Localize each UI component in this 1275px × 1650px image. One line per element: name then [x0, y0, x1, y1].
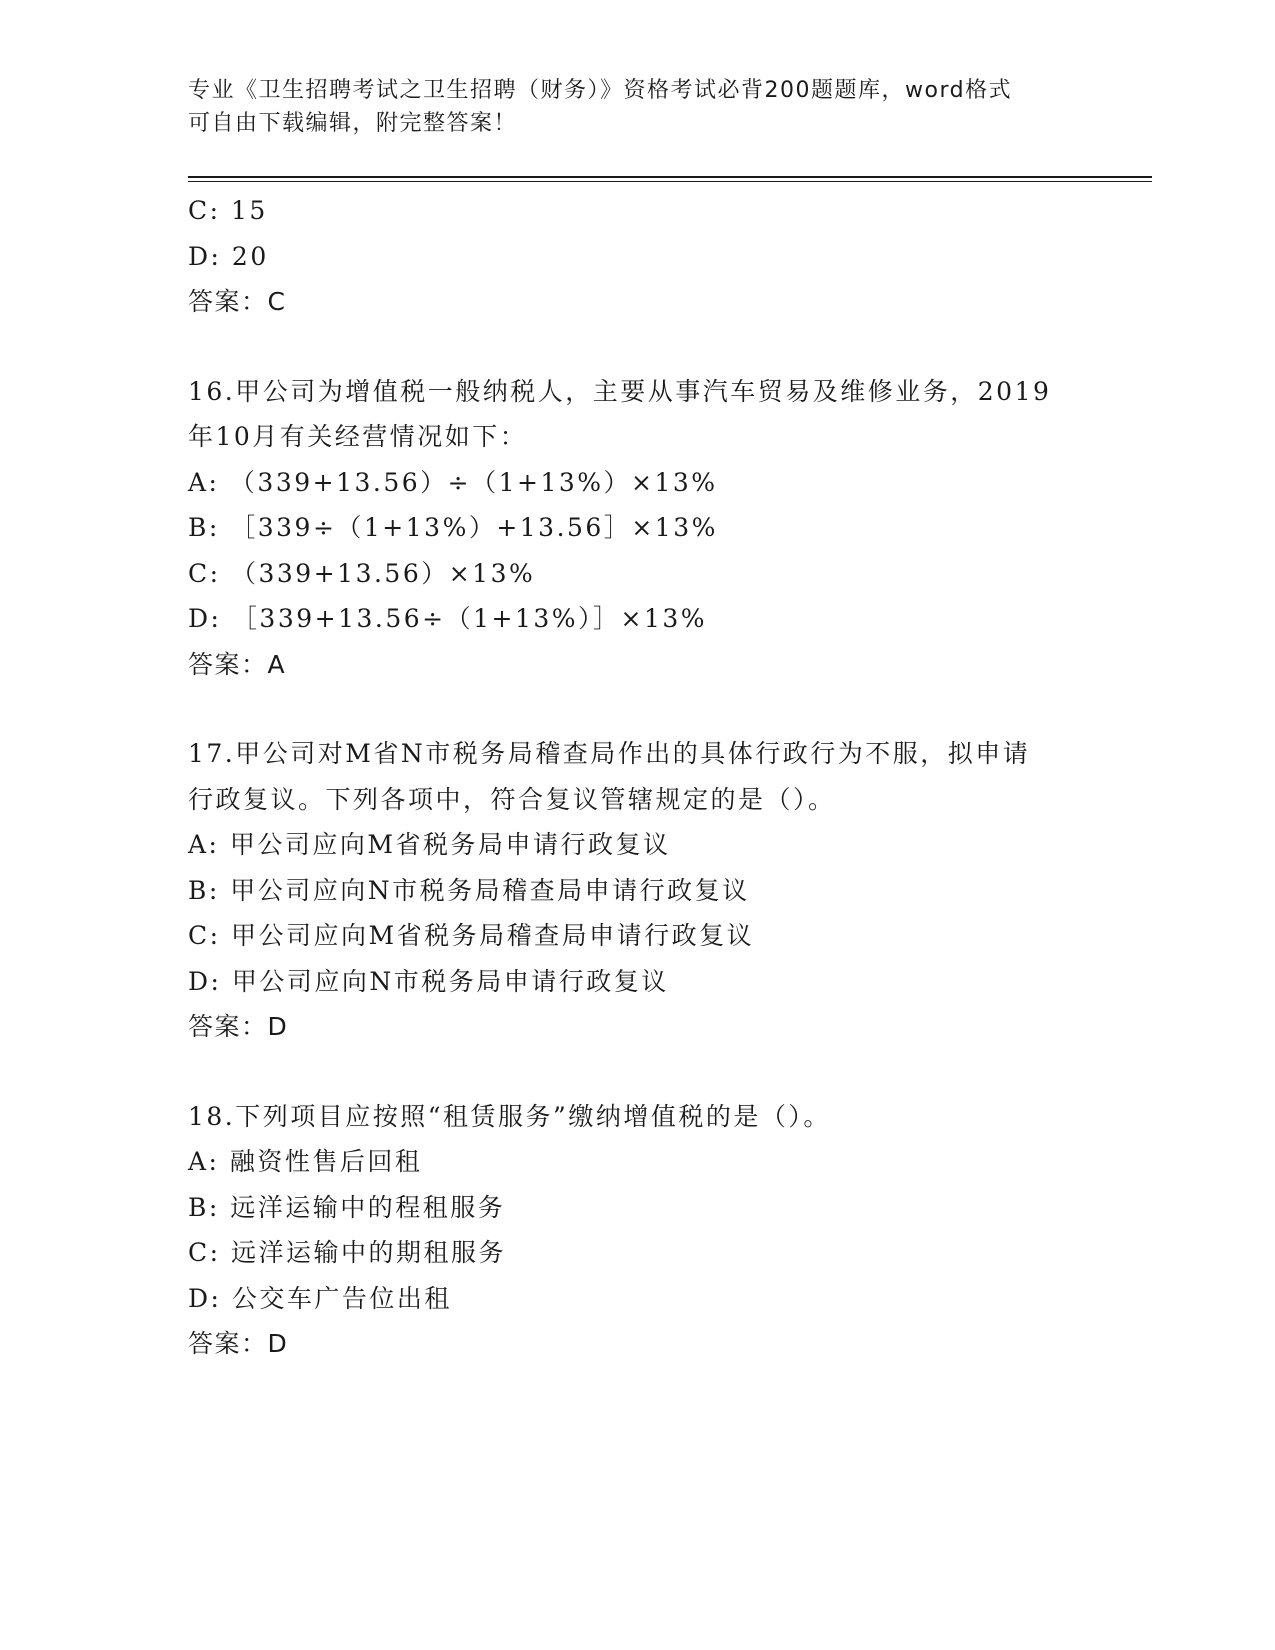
- option-c: C: 远洋运输中的期租服务: [188, 1238, 506, 1267]
- option-c: C: 甲公司应向M省税务局稽查局申请行政复议: [188, 921, 755, 950]
- option-a: A: 融资性售后回租: [188, 1147, 423, 1176]
- option-d: D: 甲公司应向N市税务局申请行政复议: [188, 966, 669, 996]
- question-stem-line: 17.甲公司对M省N市税务局稽查局作出的具体行政行为不服，拟申请: [188, 739, 1031, 768]
- spacer: [188, 687, 1088, 731]
- question-stem-line: 16.甲公司为增值税一般纳税人，主要从事汽车贸易及维修业务，2019: [188, 376, 1052, 406]
- option-d: D: 公交车广告位出租: [188, 1283, 452, 1313]
- option-b: B: 远洋运输中的程租服务: [188, 1192, 506, 1222]
- header-line-2: 可自由下载编辑，附完整答案！: [188, 111, 518, 136]
- option-c: C: （339+13.56）×13%: [188, 558, 536, 588]
- answer-line: 答案：A: [188, 649, 287, 679]
- question-stem-line: 18.下列项目应按照“租赁服务”缴纳增值税的是（）。: [188, 1101, 831, 1131]
- question-content: [188, 188, 1088, 1367]
- question-17: [188, 731, 1088, 1050]
- question-15-continued: [188, 188, 1088, 325]
- page-header: [188, 74, 1068, 140]
- spacer: [188, 1050, 1088, 1094]
- answer-line: 答案：D: [188, 1012, 289, 1041]
- option-c: C: 15: [188, 196, 268, 225]
- option-d: D: 20: [188, 241, 269, 271]
- spacer: [188, 325, 1088, 369]
- question-16: [188, 369, 1088, 688]
- answer-line: 答案：D: [188, 1329, 289, 1358]
- option-a: A: （339+13.56）÷（1+13%）×13%: [188, 467, 718, 497]
- header-divider: [188, 176, 1152, 182]
- question-stem-line: 行政复议。下列各项中，符合复议管辖规定的是（）。: [188, 784, 836, 814]
- option-b: B: ［339÷（1+13%）+13.56］×13%: [188, 513, 718, 542]
- option-b: B: 甲公司应向N市税务局稽查局申请行政复议: [188, 875, 750, 905]
- option-d: D: ［339+13.56÷（1+13%）］×13%: [188, 604, 708, 633]
- question-stem-line: 年10月有关经营情况如下：: [188, 422, 528, 451]
- header-line-1: 专业《卫生招聘考试之卫生招聘（财务）》资格考试必背200题题库，word格式: [188, 78, 1013, 103]
- answer-line: 答案：C: [188, 287, 287, 316]
- option-a: A: 甲公司应向M省税务局申请行政复议: [188, 830, 671, 859]
- question-18: [188, 1094, 1088, 1367]
